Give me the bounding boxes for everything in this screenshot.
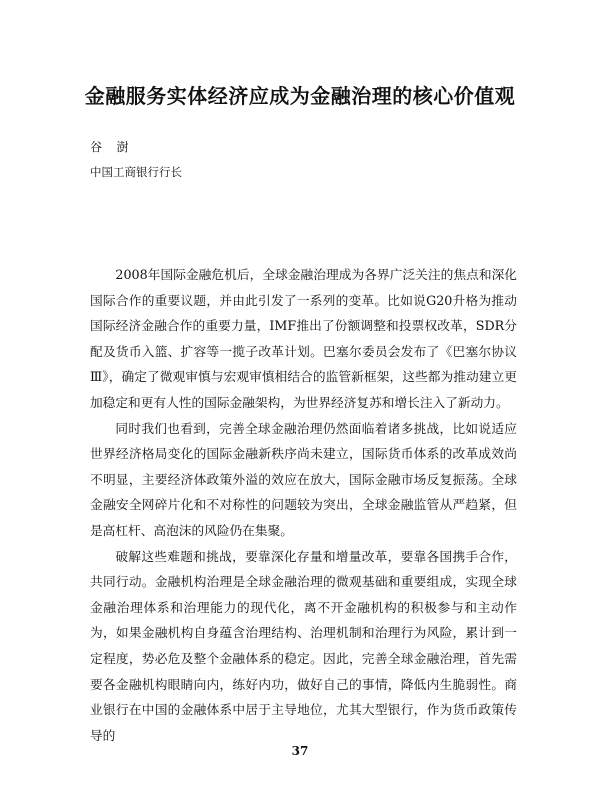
author-affiliation: 中国工商银行行长 — [90, 165, 182, 179]
author-given-name: 澍 — [116, 140, 130, 154]
author-name — [90, 138, 129, 155]
author-surname: 谷 — [90, 140, 103, 154]
page-number: 37 — [291, 744, 309, 758]
article-title: 金融服务实体经济应成为金融治理的核心价值观 — [84, 84, 516, 108]
paragraph: 破解这些难题和挑战，要靠深化存量和增量改革，要靠各国携手合作，共同行动。金融机构治理是全球金融治理的微观基础和重要组成，实现全球金融治理体系和治理能力的现代化，离不开金融机构的积极参与和主动作为，如果金融机构自身蕴含治理结构、治理机制和治理行为风险，累计到一定程度，势必危及整个金融体系的稳定。因此，完善全球金融治理，首先需要各金融机构眼睛向内，练好内功，做好自己的事情，降低内生脆弱性。商业银行在中国的金融体系中居于主导地位，尤其大型银行，作为货币政策传导的 — [90, 548, 517, 743]
paragraph: 2008年国际金融危机后，全球金融治理成为各界广泛关注的焦点和深化国际合作的重要议题，并由此引发了一系列的变革。比如说G20升格为推动国际经济金融合作的重要力量，IMF推出了份额调整和投票权改革，SDR分配及货币入篮、扩容等一揽子改革计划。巴塞尔委员会发布了《巴塞尔协议Ⅲ》，确定了微观审慎与宏观审慎相结合的监管新框架，这些都为推动建立更加稳定和更有人性的国际金融架构，为世界经济复苏和增长注入了新动力。 — [90, 267, 517, 410]
article-body — [90, 262, 517, 748]
paragraph: 同时我们也看到，完善全球金融治理仍然面临着诸多挑战，比如说适应世界经济格局变化的国际金融新秩序尚未建立，国际货币体系的改革成效尚不明显，主要经济体政策外溢的效应在放大，国际金融市场反复振荡。全球金融安全网碎片化和不对称性的问题较为突出，全球金融监管从严趋紧，但是高杠杆、高泡沫的风险仍在集聚。 — [90, 420, 517, 538]
